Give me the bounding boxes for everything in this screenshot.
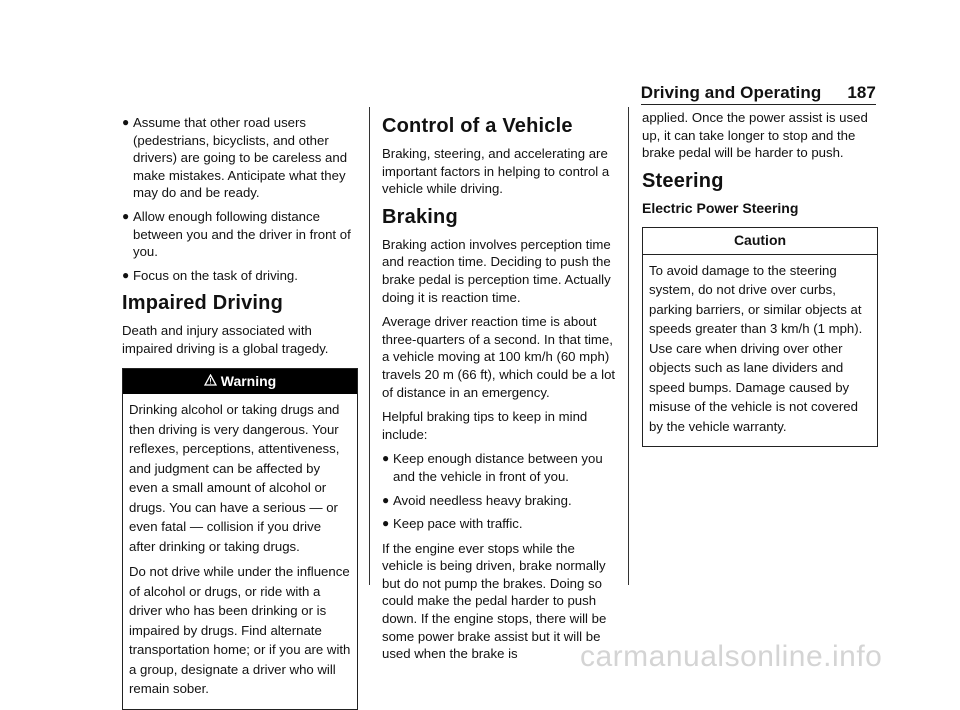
paragraph: Average driver reaction time is about three-quarters of a second. In that time, a vehicle moving at 100 km/h (60 mph) travels 20 m (66 ft), which could be a lot of distance in an emergency. xyxy=(382,314,616,400)
list-item: ● Assume that other road users (pedestrians, bicyclists, and other drivers) are going to be careless and make mistakes. Anticipate what they may do and be ready. xyxy=(122,115,348,201)
watermark: carmanualsonline.info xyxy=(580,640,883,673)
section-title: Driving and Operating xyxy=(640,83,822,102)
header-rule xyxy=(641,104,876,105)
page-header xyxy=(641,83,876,103)
warning-triangle-icon xyxy=(204,373,217,391)
subheading-electric-power-steering: Electric Power Steering xyxy=(642,199,799,216)
paragraph: Braking action involves perception time and reaction time. Deciding to push the brake pedal is perception time. Actually doing it is reaction time. xyxy=(382,236,611,305)
bullet-list xyxy=(382,450,618,532)
paragraph: Helpful braking tips to keep in mind include: xyxy=(382,409,588,442)
list-item: ● Keep pace with traffic. xyxy=(382,516,523,532)
bullet-icon: ● xyxy=(122,208,130,223)
bullet-list xyxy=(122,114,358,284)
list-item: ● Keep enough distance between you and the vehicle in front of you. xyxy=(382,451,603,484)
warning-paragraph: Drinking alcohol or taking drugs and then driving is very dangerous. Your reflexes, perceptions, attentiveness, and judgment can be affected by even a small amount of alcohol or drugs. You can have a serious — or even fatal — collision if you drive after drinking or taking drugs. xyxy=(129,402,340,554)
warning-paragraph: Do not drive while under the influence of alcohol or drugs, or ride with a driver who has been drinking or is impaired by drugs. Find alternate transportation home; or if you are with a group, designate a driver who will remain sober. xyxy=(129,564,351,697)
caution-box xyxy=(642,227,878,447)
caution-body xyxy=(643,255,877,447)
caution-header: Caution xyxy=(643,228,877,255)
paragraph: applied. Once the power assist is used up, it can take longer to stop and the brake pedal will be harder to push. xyxy=(642,110,868,161)
bullet-icon: ● xyxy=(122,267,130,282)
column-3 xyxy=(642,109,878,447)
list-item: ● Allow enough following distance between you and the driver in front of you. xyxy=(122,208,351,260)
bullet-icon: ● xyxy=(382,516,390,531)
heading-braking: Braking xyxy=(382,205,458,228)
list-item: ● Avoid needless heavy braking. xyxy=(382,492,572,508)
paragraph: Braking, steering, and accelerating are important factors in helping to control a vehicle while driving. xyxy=(382,146,610,197)
warning-box xyxy=(122,368,358,710)
warning-body xyxy=(123,394,357,709)
warning-header xyxy=(123,369,357,395)
bullet-icon: ● xyxy=(382,492,390,507)
bullet-icon: ● xyxy=(382,451,390,466)
list-item: ● Focus on the task of driving. xyxy=(122,267,298,283)
paragraph: Death and injury associated with impaired driving is a global tragedy. xyxy=(122,323,329,356)
warning-title: Warning xyxy=(220,372,277,389)
heading-impaired-driving: Impaired Driving xyxy=(122,292,284,315)
heading-steering: Steering xyxy=(642,169,724,192)
column-2 xyxy=(382,114,618,670)
column-divider xyxy=(369,107,370,585)
caution-paragraph: To avoid damage to the steering system, do not drive over curbs, parking barriers, or similar objects at speeds greater than 3 km/h (1 mph). Use care when driving over other objects such as lane dividers and speed bumps. Damage caused by misuse of the vehicle is not covered by the vehicle warranty. xyxy=(649,262,863,434)
paragraph: If the engine ever stops while the vehicle is being driven, brake normally but do not pump the brakes. Doing so could make the pedal harder to push down. If the engine stops, there will be some power brake assist but it will be used when the brake is xyxy=(382,540,607,662)
column-1 xyxy=(122,114,358,710)
column-divider xyxy=(628,107,629,585)
page-number: 187 xyxy=(847,83,876,102)
bullet-icon: ● xyxy=(122,115,130,129)
heading-control-of-vehicle: Control of a Vehicle xyxy=(382,115,573,137)
